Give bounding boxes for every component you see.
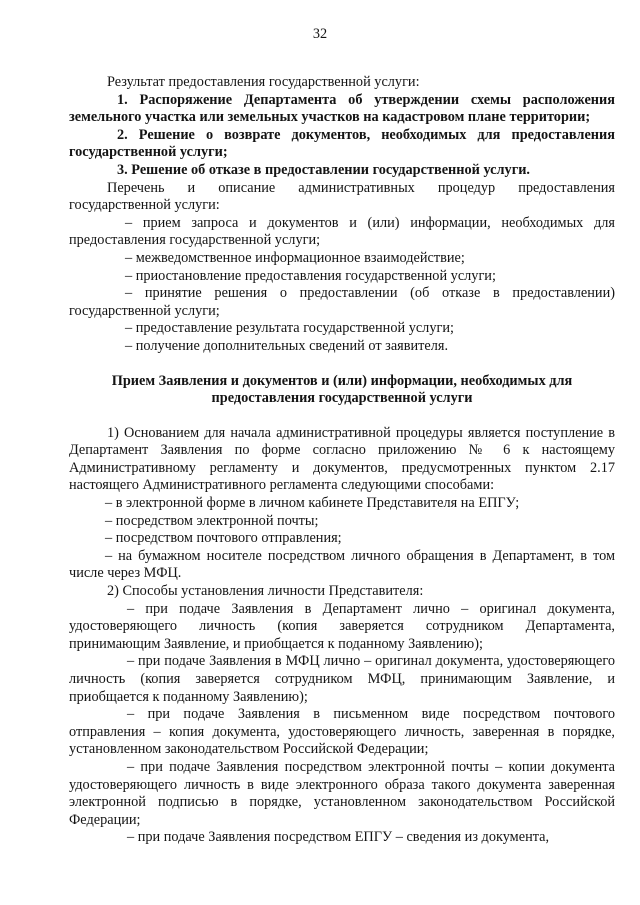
procedures-intro: Перечень и описание административных процедур предоставления государственной услуги:	[69, 179, 615, 214]
section-heading: Прием Заявления и документов и (или) информации, необходимых для предоставления государственной услуги	[111, 372, 573, 407]
result-item: 3. Решение об отказе в предоставлении государственной услуги.	[117, 161, 531, 178]
procedure-item: – предоставление результата государственной услуги;	[125, 320, 454, 337]
procedure-item: – межведомственное информационное взаимодействие;	[125, 249, 465, 266]
identity-method-item: – при подаче Заявления посредством ЕПГУ – сведения из документа,	[127, 829, 550, 846]
page-content	[69, 74, 615, 847]
identity-method-item: – при подаче Заявления в МФЦ лично – оригинал документа, удостоверяющего личность (копия заверяется сотрудником МФЦ, принимающим Заявление, и приобщается к поданному Заявлению);	[69, 653, 615, 705]
submission-method-item: – в электронной форме в личном кабинете Представителя на ЕПГУ;	[105, 495, 520, 512]
submission-method-item: – посредством почтового отправления;	[105, 530, 342, 547]
result-intro: Результат предоставления государственной услуги:	[107, 74, 420, 90]
submission-method-item: – на бумажном носителе посредством личного обращения в Департамент, в том числе через МФЦ.	[69, 547, 615, 582]
identity-method-item: – при подаче Заявления в Департамент лично – оригинал документа, удостоверяющего личность (копия заверяется сотрудником Департамента, принимающим Заявление, и приобщается к поданному Заявлению);	[69, 600, 615, 652]
result-item: 1. Распоряжение Департамента об утверждении схемы расположения земельного участка или земельных участков на кадастровом плане территории;	[69, 91, 615, 126]
identity-method-item: – при подаче Заявления в письменном виде посредством почтового отправления – копия документа, удостоверяющего личность, заверенная в порядке, установленном законодательством Российской Федерации;	[69, 706, 615, 758]
procedure-item: – принятие решения о предоставлении (об отказе в предоставлении) государственной услуги;	[69, 285, 615, 319]
procedure-item: – приостановление предоставления государственной услуги;	[125, 267, 496, 284]
procedure-item: – прием запроса и документов и (или) информации, необходимых для предоставления государственной услуги;	[69, 214, 615, 249]
paragraph-1: 1) Основанием для начала административной процедуры является поступление в Департамент Заявления по форме согласно приложению № 6 к настоящему Административному регламенту и документов, предусмотренных пунктом 2.17 настоящего Административного регламента следующими способами:	[69, 424, 615, 494]
procedure-item: – получение дополнительных сведений от заявителя.	[125, 337, 449, 354]
identity-method-item: – при подаче Заявления посредством электронной почты – копии документа удостоверяющего личность в виде электронного образа такого документа заверенная электронной подписью в порядке, установленном законодательством Российской Федерации;	[69, 758, 615, 828]
page-number: 32	[312, 26, 328, 42]
result-item: 2. Решение о возврате документов, необходимых для предоставления государственной услуги;	[69, 126, 615, 161]
paragraph-2: 2) Способы установления личности Представителя:	[107, 583, 424, 600]
submission-method-item: – посредством электронной почты;	[105, 512, 319, 529]
